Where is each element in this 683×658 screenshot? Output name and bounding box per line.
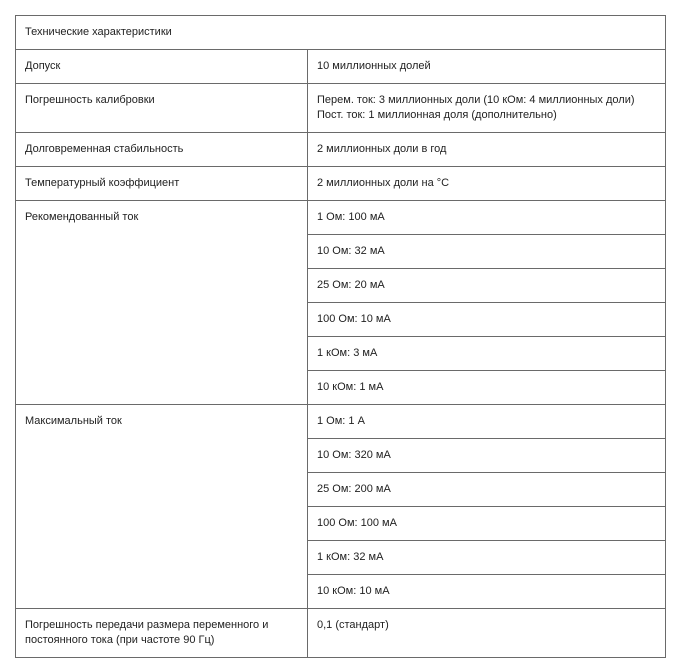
- maximum-current-value: 10 кОм: 10 мА: [308, 575, 666, 609]
- table-row: [16, 167, 666, 201]
- row-value-ac-dc-transfer-error: 0,1 (стандарт): [308, 609, 666, 658]
- recommended-current-value: 25 Ом: 20 мА: [308, 269, 666, 303]
- table-header-row: [16, 16, 666, 50]
- recommended-current-value: 10 Ом: 32 мА: [308, 235, 666, 269]
- recommended-current-value: 10 кОм: 1 мА: [308, 371, 666, 405]
- table-row: [16, 609, 666, 658]
- row-value-tolerance: 10 миллионных долей: [308, 50, 666, 84]
- maximum-current-value: 10 Ом: 320 мА: [308, 439, 666, 473]
- table-header: Технические характеристики: [16, 16, 666, 50]
- table-row: [16, 84, 666, 133]
- recommended-current-value: 1 Ом: 100 мА: [308, 201, 666, 235]
- row-label-ac-dc-transfer-error: Погрешность передачи размера переменного и постоянного тока (при частоте 90 Гц): [16, 609, 308, 658]
- row-label-long-term-stability: Долговременная стабильность: [16, 133, 308, 167]
- specifications-table: [15, 15, 666, 658]
- maximum-current-value: 25 Ом: 200 мА: [308, 473, 666, 507]
- maximum-current-value: 1 Ом: 1 А: [308, 405, 666, 439]
- table-row: [16, 50, 666, 84]
- row-value-temperature-coefficient: 2 миллионных доли на °С: [308, 167, 666, 201]
- row-label-tolerance: Допуск: [16, 50, 308, 84]
- row-label-temperature-coefficient: Температурный коэффициент: [16, 167, 308, 201]
- row-value-calibration-error: Перем. ток: 3 миллионных доли (10 кОм: 4 миллионных доли) Пост. ток: 1 миллионная доля (дополнительно): [308, 84, 666, 133]
- row-value-long-term-stability: 2 миллионных доли в год: [308, 133, 666, 167]
- table-row: [16, 405, 666, 439]
- maximum-current-value: 1 кОм: 32 мА: [308, 541, 666, 575]
- row-label-maximum-current: Максимальный ток: [16, 405, 308, 609]
- maximum-current-value: 100 Ом: 100 мА: [308, 507, 666, 541]
- recommended-current-value: 1 кОм: 3 мА: [308, 337, 666, 371]
- table-row: [16, 201, 666, 235]
- row-label-calibration-error: Погрешность калибровки: [16, 84, 308, 133]
- row-label-recommended-current: Рекомендованный ток: [16, 201, 308, 405]
- recommended-current-value: 100 Ом: 10 мА: [308, 303, 666, 337]
- table-row: [16, 133, 666, 167]
